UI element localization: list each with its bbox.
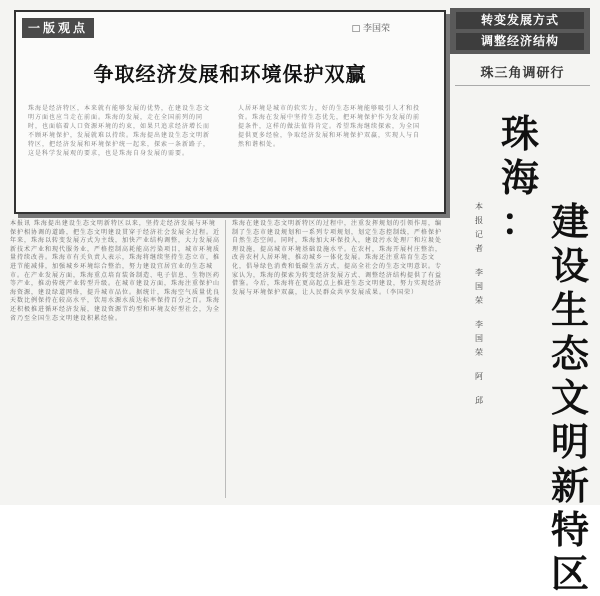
commentary-box	[14, 10, 446, 214]
headline-part2-char: 区	[550, 552, 589, 596]
byline	[472, 200, 486, 418]
kicker-line-1: 转变发展方式	[456, 12, 584, 29]
headline-part2-char: 建	[550, 200, 589, 244]
commentary-author: □ 李国荣	[351, 24, 390, 34]
main-headline-part1	[498, 112, 542, 244]
article-column-left: 本报讯 珠海提出建设生态文明新特区以来，坚持走经济发展与环境保护相协调的道路，把生态文明建设贯穿于经济社会发展全过程。近年来，珠海以转变发展方式为主线，加快产业结构调整，大力发展高新技术产业和现代服务业，严格控制高耗能高污染项目，城市环境质量持续改善。珠海市有关负责人表示，珠海将继续坚持生态立市，推进节能减排，加强城乡环境综合整治，努力建设宜居宜业的生态城市。在产业发展方面，珠海重点培育装备制造、电子信息、生物医药等产业，推动传统产业转型升级。在城市建设方面，珠海注重保护山海资源，建设绿道网络，提升城市品位。据统计，珠海空气质量优良天数比例保持在较高水平，饮用水源水质达标率保持百分之百。珠海还积极推进循环经济发展，建设资源节约型和环境友好型社会，为全省乃至全国生态文明建设积累经验。	[10, 220, 221, 322]
article-column-right: 珠海在建设生态文明新特区的过程中，注重发挥规划的引领作用，编制了生态市建设规划和一系列专项规划，划定生态控制线，严格保护自然生态空间。同时，珠海加大环保投入，建设污水处理厂和垃圾处理设施，提高城市环境基础设施水平。在农村，珠海开展村庄整治，改善农村人居环境，推动城乡一体化发展。珠海还注重培育生态文化，倡导绿色消费和低碳生活方式，提高全社会的生态文明意识。专家认为，珠海的探索为转变经济发展方式、调整经济结构提供了有益借鉴。今后，珠海将在更高起点上推进生态文明建设，努力实现经济发展与环境保护双赢，让人民群众共享发展成果。（李国荣）	[232, 220, 443, 296]
byline-entry: 李 国 荣	[475, 268, 483, 305]
headline-part2-char: 态	[550, 332, 589, 376]
series-title: 珠三角调研行	[455, 62, 590, 86]
headline-part2-char: 设	[550, 244, 589, 288]
headline-part2-char: 特	[550, 508, 589, 552]
headline-part1-char: ：	[500, 200, 539, 244]
main-headline-part2	[548, 200, 592, 596]
byline-entry: 阿	[475, 372, 483, 381]
headline-part2-char: 生	[550, 288, 589, 332]
byline-entry: 邱	[475, 396, 483, 405]
column-divider	[225, 220, 226, 498]
commentary-headline: 争取经济发展和环境保护双赢	[93, 62, 367, 86]
headline-part1-char: 珠	[500, 112, 539, 156]
headline-part1-char: 海	[500, 156, 539, 200]
byline-entry: 本 报 记 者	[475, 202, 483, 253]
headline-part2-char: 明	[550, 420, 589, 464]
byline-entry: 李 国 荣	[475, 320, 483, 357]
headline-part2-char: 文	[550, 376, 589, 420]
headline-part2-char: 新	[550, 464, 589, 508]
commentary-text-right: 人居环境是城市的软实力，好的生态环境能够吸引人才和投资。珠海在发展中坚持生态优先，把环境保护作为发展的前提条件，这样的做法值得肯定。希望珠海继续探索，为全国提供更多经验，争取经济发展和环境保护双赢，实现人与自然和谐相处。	[238, 105, 421, 148]
kicker-box	[450, 8, 590, 54]
article-body	[6, 6, 458, 500]
commentary-text-left: 珠海是经济特区，本来就有能够发展的优势，在建设生态文明方面也应当走在前面。珠海的发展，走在全国前列的同时，也面临着人口资源环境的约束，如果只追求经济增长而不顾环境保护，发展就难以持续。珠海提出建设生态文明新特区，把经济发展和环境保护统一起来，探索一条新路子，这是科学发展观的要求，也是珠海自身发展的需要。	[28, 105, 211, 157]
kicker-line-2: 调整经济结构	[456, 33, 584, 50]
commentary-tag: 一版观点	[22, 18, 94, 38]
